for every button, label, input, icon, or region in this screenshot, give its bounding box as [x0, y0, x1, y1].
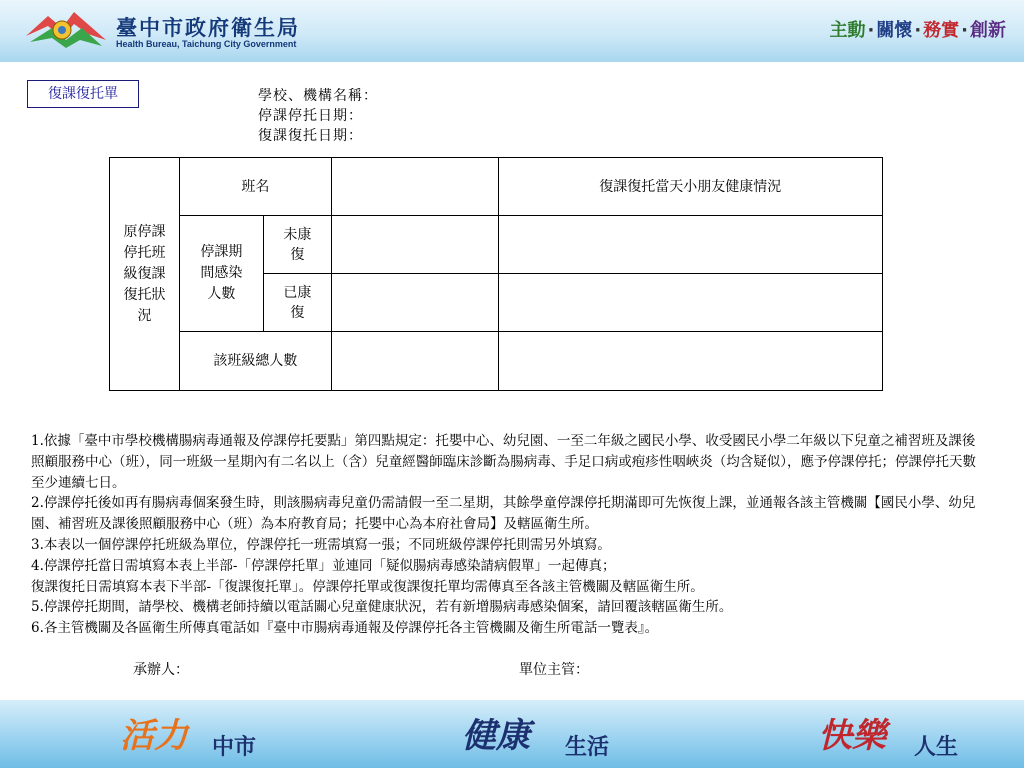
slogan: 主動 · 關懷 · 務實 · 創新 — [829, 20, 1006, 41]
note-item: 3.本表以一個停課停托班級為單位，停課停托一班需填寫一張；不同班級停課停托則需另外填寫。 — [31, 536, 611, 553]
total-count-input[interactable] — [331, 332, 498, 391]
footer-jiankang: 健康 — [462, 716, 530, 756]
resumption-date-field: 復課復托日期： — [258, 128, 363, 144]
school-name-field: 學校、機構名稱： — [258, 88, 378, 104]
footer-kuaile: 快樂 — [818, 716, 886, 756]
not-recovered-count-input[interactable] — [331, 216, 498, 274]
slogan-word: 關懷 — [876, 20, 913, 41]
supervisor-signature-label: 單位主管： — [519, 662, 589, 678]
slogan-word: 創新 — [970, 20, 1006, 41]
form-title-box: 復課復托單 — [27, 80, 139, 108]
org-name-en: Health Bureau, Taichung City Government — [116, 39, 297, 49]
note-item: 2.停課停托後如再有腸病毒個案發生時，則該腸病毒兒童仍需請假一至二星期，其餘學童停課停托期滿即可先恢復上課，並通報各該主管機關【國民小學、幼兒園、補習班及課後照顧服務中心（班）為本府教育局；托嬰中心為本府社會局】及轄區衛生所。 — [31, 495, 976, 533]
class-name-input[interactable] — [331, 158, 498, 216]
note-item: 4.停課停托當日需填寫本表上半部-「停課停托單」並連同「疑似腸病毒感染請病假單」一起傳真； — [31, 557, 616, 574]
footer-huoli: 活力 — [120, 716, 188, 756]
health-status-header: 復課復托當天小朋友健康情況 — [498, 158, 882, 216]
recovered-cell — [263, 274, 331, 332]
footer-rensheng: 人生 — [914, 735, 959, 760]
infected-count-cell — [179, 216, 263, 332]
footer-banner — [0, 700, 1024, 768]
not-recovered-cell — [263, 216, 331, 274]
row-header-cell — [110, 158, 180, 391]
recovered-health-input[interactable] — [498, 274, 882, 332]
health-bureau-logo-icon — [22, 6, 108, 52]
note-item: 1.依據「臺中市學校機構腸病毒通報及停課停托要點」第四點規定：托嬰中心、幼兒園、一至二年級之國民小學、收受國民小學二年級以下兒童之補習班及課後照顧服務中心（班），同一班級一星期內有二名以上（含）兒童經醫師臨床診斷為腸病毒、手足口病或疱疹性咽峽炎（均含疑似），應予停課停托；停課停托天數至少連續七日。 — [31, 433, 976, 491]
note-item: 5.停課停托期間，請學校、機構老師持續以電話關心兒童健康狀況，若有新增腸病毒感染個案，請回覆該轄區衛生所。 — [31, 599, 733, 616]
infected-count-label: 停課期間感染人數 — [200, 244, 243, 302]
class-name-label: 班名 — [179, 158, 331, 216]
total-label: 該班級總人數 — [179, 332, 331, 391]
slogan-word: 主動 — [829, 20, 866, 41]
resumption-status-table — [109, 157, 883, 391]
not-recovered-label: 未康復 — [283, 226, 312, 263]
recovered-label: 已康復 — [283, 284, 312, 321]
handler-signature-label: 承辦人： — [133, 662, 189, 678]
instructions-notes — [31, 431, 981, 639]
row-header-label: 原停課停托班級復課復托狀況 — [123, 223, 166, 324]
note-item: 6.各主管機關及各區衛生所傳真電話如『臺中市腸病毒通報及停課停托各主管機關及衛生所電話一覽表』。 — [31, 620, 659, 637]
note-item: 復課復托日需填寫本表下半部-「復課復托單」。停課停托單或復課復托單均需傳真至各該主管機關及轄區衛生所。 — [31, 578, 704, 595]
footer-shenghuo: 生活 — [565, 735, 610, 760]
not-recovered-health-input[interactable] — [498, 216, 882, 274]
org-name-zh: 臺中市政府衛生局 — [116, 16, 300, 40]
suspension-date-field: 停課停托日期： — [258, 108, 363, 124]
slogan-word: 務實 — [923, 20, 960, 41]
header-banner — [0, 0, 1024, 62]
total-health-input[interactable] — [498, 332, 882, 391]
footer-zhongshi: 中市 — [212, 735, 257, 760]
recovered-count-input[interactable] — [331, 274, 498, 332]
